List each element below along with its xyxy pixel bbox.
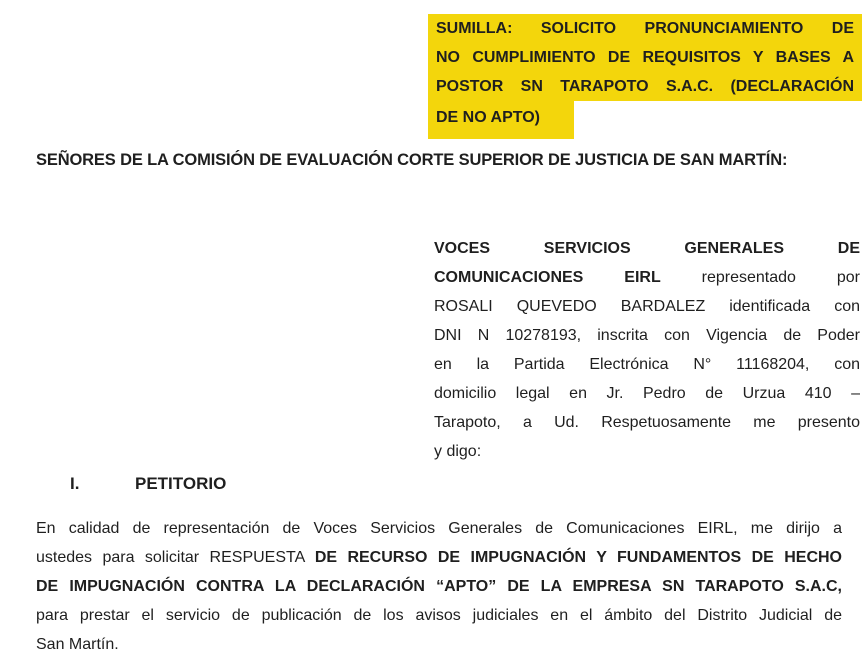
text-segment: En calidad de representación de Voces Servicios Generales de Comunicaciones EIRL, me dirijo a <box>36 520 842 537</box>
petitorio-heading <box>36 474 226 494</box>
text-line <box>434 408 860 437</box>
text-segment: en la Partida Electrónica N° 11168204, con <box>434 356 860 373</box>
text-line <box>434 292 860 321</box>
text-segment: representado por <box>660 269 860 286</box>
text-line <box>434 321 860 350</box>
text-line <box>36 543 842 572</box>
text-line <box>434 350 860 379</box>
text-segment: y digo: <box>434 443 482 460</box>
text-segment: DE NO APTO) <box>436 109 541 126</box>
text-segment: DE IMPUGNACIÓN CONTRA LA DECLARACIÓN “APTO” DE LA EMPRESA SN TARAPOTO S.A.C, <box>36 578 842 595</box>
text-line <box>36 630 842 656</box>
text-segment: SUMILLA: SOLICITO PRONUNCIAMIENTO DE <box>436 20 854 37</box>
text-segment: DE RECURSO DE IMPUGNACIÓN Y FUNDAMENTOS DE HECHO <box>314 549 842 566</box>
text-segment: para prestar el servicio de publicación de los avisos judiciales en el ámbito del Distrito Judicial de <box>36 607 842 624</box>
highlight-stroke <box>428 101 574 139</box>
text-line <box>428 43 862 72</box>
text-segment: ustedes para solicitar RESPUESTA <box>36 549 315 566</box>
text-line <box>36 572 842 601</box>
text-line <box>36 514 842 543</box>
text-segment: Tarapoto, a Ud. Respetuosamente me presento <box>434 414 860 431</box>
text-line <box>434 437 860 466</box>
petitorio-heading-title: PETITORIO <box>135 474 227 493</box>
text-segment: San Martín. <box>36 636 119 653</box>
text-segment: POSTOR SN TARAPOTO S.A.C. (DECLARACIÓN <box>436 78 854 95</box>
text-line <box>36 601 842 630</box>
text-line <box>434 234 860 263</box>
text-segment: domicilio legal en Jr. Pedro de Urzua 410 – <box>434 385 860 402</box>
text-segment: COMUNICACIONES EIRL <box>434 269 661 286</box>
text-line <box>428 14 862 43</box>
text-line <box>428 72 862 101</box>
sumilla-highlighted-note <box>428 14 862 139</box>
text-segment: NO CUMPLIMIENTO DE REQUISITOS Y BASES A <box>436 49 854 66</box>
text-line <box>434 379 860 408</box>
text-segment: DNI N 10278193, inscrita con Vigencia de Poder <box>434 327 860 344</box>
text-line <box>434 263 860 292</box>
text-line <box>428 101 862 139</box>
text-segment: ROSALI QUEVEDO BARDALEZ identificada con <box>434 298 860 315</box>
text-segment: VOCES SERVICIOS GENERALES DE <box>434 240 860 257</box>
salutation-line: SEÑORES DE LA COMISIÓN DE EVALUACIÓN CORTE SUPERIOR DE JUSTICIA DE SAN MARTÍN: <box>36 151 788 169</box>
body-paragraph <box>36 514 842 656</box>
petitorio-heading-number: I. <box>70 474 80 493</box>
representative-intro-paragraph <box>434 234 860 466</box>
